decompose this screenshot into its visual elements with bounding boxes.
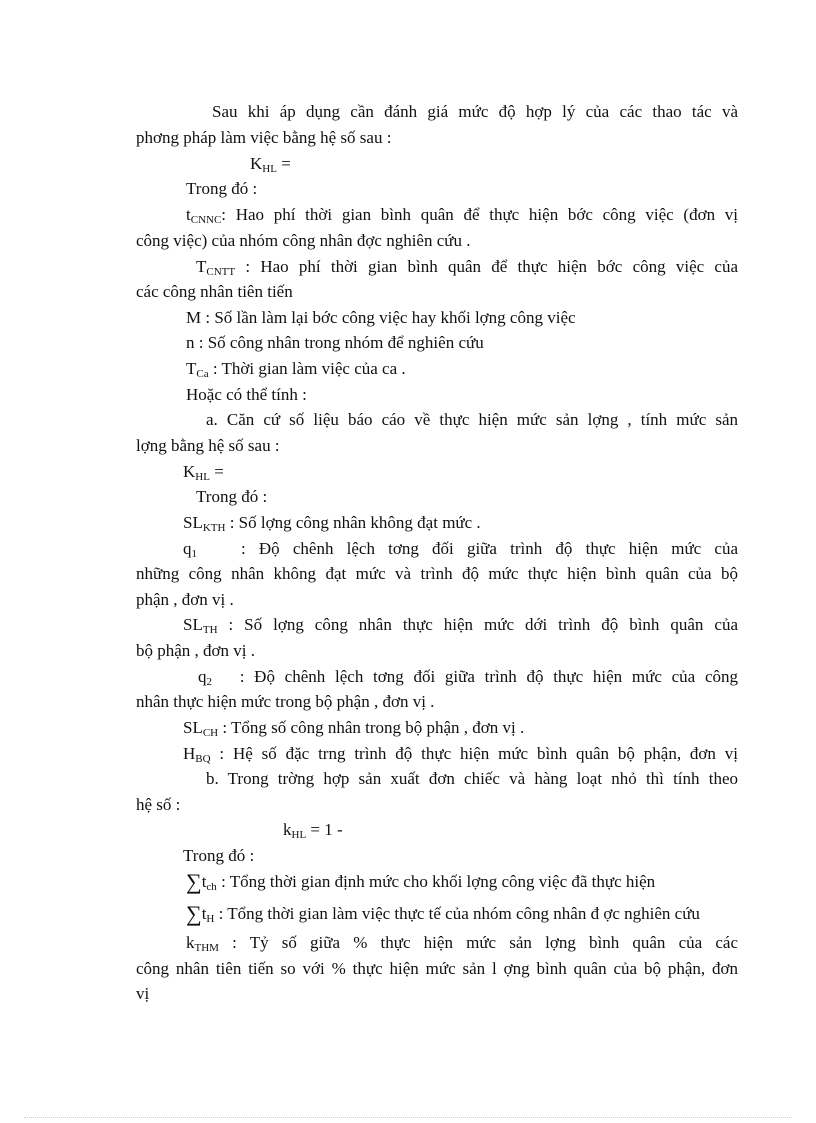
def-slth: $SL_{TH}$ : Số lợng công nhân thực hiện mức dới trình độ bình quân của <box>183 615 738 636</box>
def-q1-cont-1: những công nhân không đạt mức và trình độ mức thực hiện bình quân của bộ <box>136 564 738 583</box>
def-kthm: $k_{THM}$ : Tỷ số giữa % thực hiện mức sản lợng bình quân của các <box>186 933 738 954</box>
trong-do-heading-1: Trong đó : <box>186 179 258 198</box>
intro-line-1: Sau khi áp dụng cần đánh giá mức độ hợp lý của các thao tác và <box>212 102 738 121</box>
method-b-line-2: hệ số : <box>136 795 181 814</box>
def-tcntt-cont: các công nhân tiên tiến <box>136 282 293 301</box>
method-a-line-2: lợng bằng hệ số sau : <box>136 436 280 455</box>
def-sum-th: $\sum t_H$ : Tổng thời gian làm việc thực tế của nhóm công nhân đ ợc nghiên cứu <box>186 901 700 926</box>
def-kthm-cont-1: công nhân tiên tiến so với % thực hiện mức sản l ợng bình quân của bộ phận, đơn <box>136 959 738 978</box>
alternative-heading: Hoặc có thể tính : <box>186 385 307 404</box>
def-slch: $SL_{CH}$ : Tổng số công nhân trong bộ phận , đơn vị . <box>183 718 525 739</box>
def-sum-tch: $\sum t_{ch}$ : Tổng thời gian định mức cho khối lợng công việc đã thực hiện <box>186 869 656 894</box>
def-slkth: $SL_{KTH}$ : Số lợng công nhân không đạt mức . <box>183 513 481 534</box>
def-tca: $T_{Ca}$ : Thời gian làm việc của ca . <box>186 359 406 380</box>
method-b-line-1: b. Trong trờng hợp sản xuất đơn chiếc và hàng loạt nhỏ thì tính theo <box>206 769 738 788</box>
def-tcnnc: $t_{CNNC}$: Hao phí thời gian bình quân để thực hiện bớc công việc (đơn vị <box>186 205 738 226</box>
formula-khl-1: $K_{HL}$ = <box>250 154 291 175</box>
formula-khl-3: $k_{HL} = 1$ - <box>283 820 343 841</box>
intro-line-2: phơng pháp làm việc bằng hệ số sau : <box>136 128 392 147</box>
def-slth-cont: bộ phận , đơn vị . <box>136 641 256 660</box>
sum-symbol: ∑ <box>186 869 202 894</box>
def-q2: $q_2$ : Độ chênh lệch tơng đối giữa trình độ thực hiện mức của công <box>198 667 738 688</box>
def-tcnnc-cont: công việc) của nhóm công nhân đợc nghiên cứu . <box>136 231 471 250</box>
trong-do-heading-2: Trong đó : <box>196 487 268 506</box>
method-a-line-1: a. Căn cứ số liệu báo cáo về thực hiện mức sản lợng , tính mức sản <box>206 410 738 429</box>
sum-symbol: ∑ <box>186 901 202 926</box>
def-tcntt: $T_{CNTT}$ : Hao phí thời gian bình quân để thực hiện bớc công việc của <box>196 257 738 278</box>
def-m: M : Số lần làm lại bớc công việc hay khối lợng công việc <box>186 308 576 327</box>
def-q1: $q_1$ : Độ chênh lệch tơng đối giữa trình độ thực hiện mức của <box>183 539 738 560</box>
trong-do-heading-3: Trong đó : <box>183 846 255 865</box>
def-n: n : Số công nhân trong nhóm để nghiên cứu <box>186 333 484 352</box>
def-q2-cont: nhân thực hiện mức trong bộ phận , đơn vị . <box>136 692 435 711</box>
def-q1-cont-2: phận , đơn vị . <box>136 590 234 609</box>
def-kthm-cont-2: vị <box>136 984 150 1003</box>
def-hbq: $H_{BQ}$ : Hệ số đặc trng trình độ thực hiện mức bình quân bộ phận, đơn vị <box>183 744 738 765</box>
formula-khl-2: $K_{HL}$ = <box>183 462 224 483</box>
page-bottom-rule <box>24 1117 792 1118</box>
